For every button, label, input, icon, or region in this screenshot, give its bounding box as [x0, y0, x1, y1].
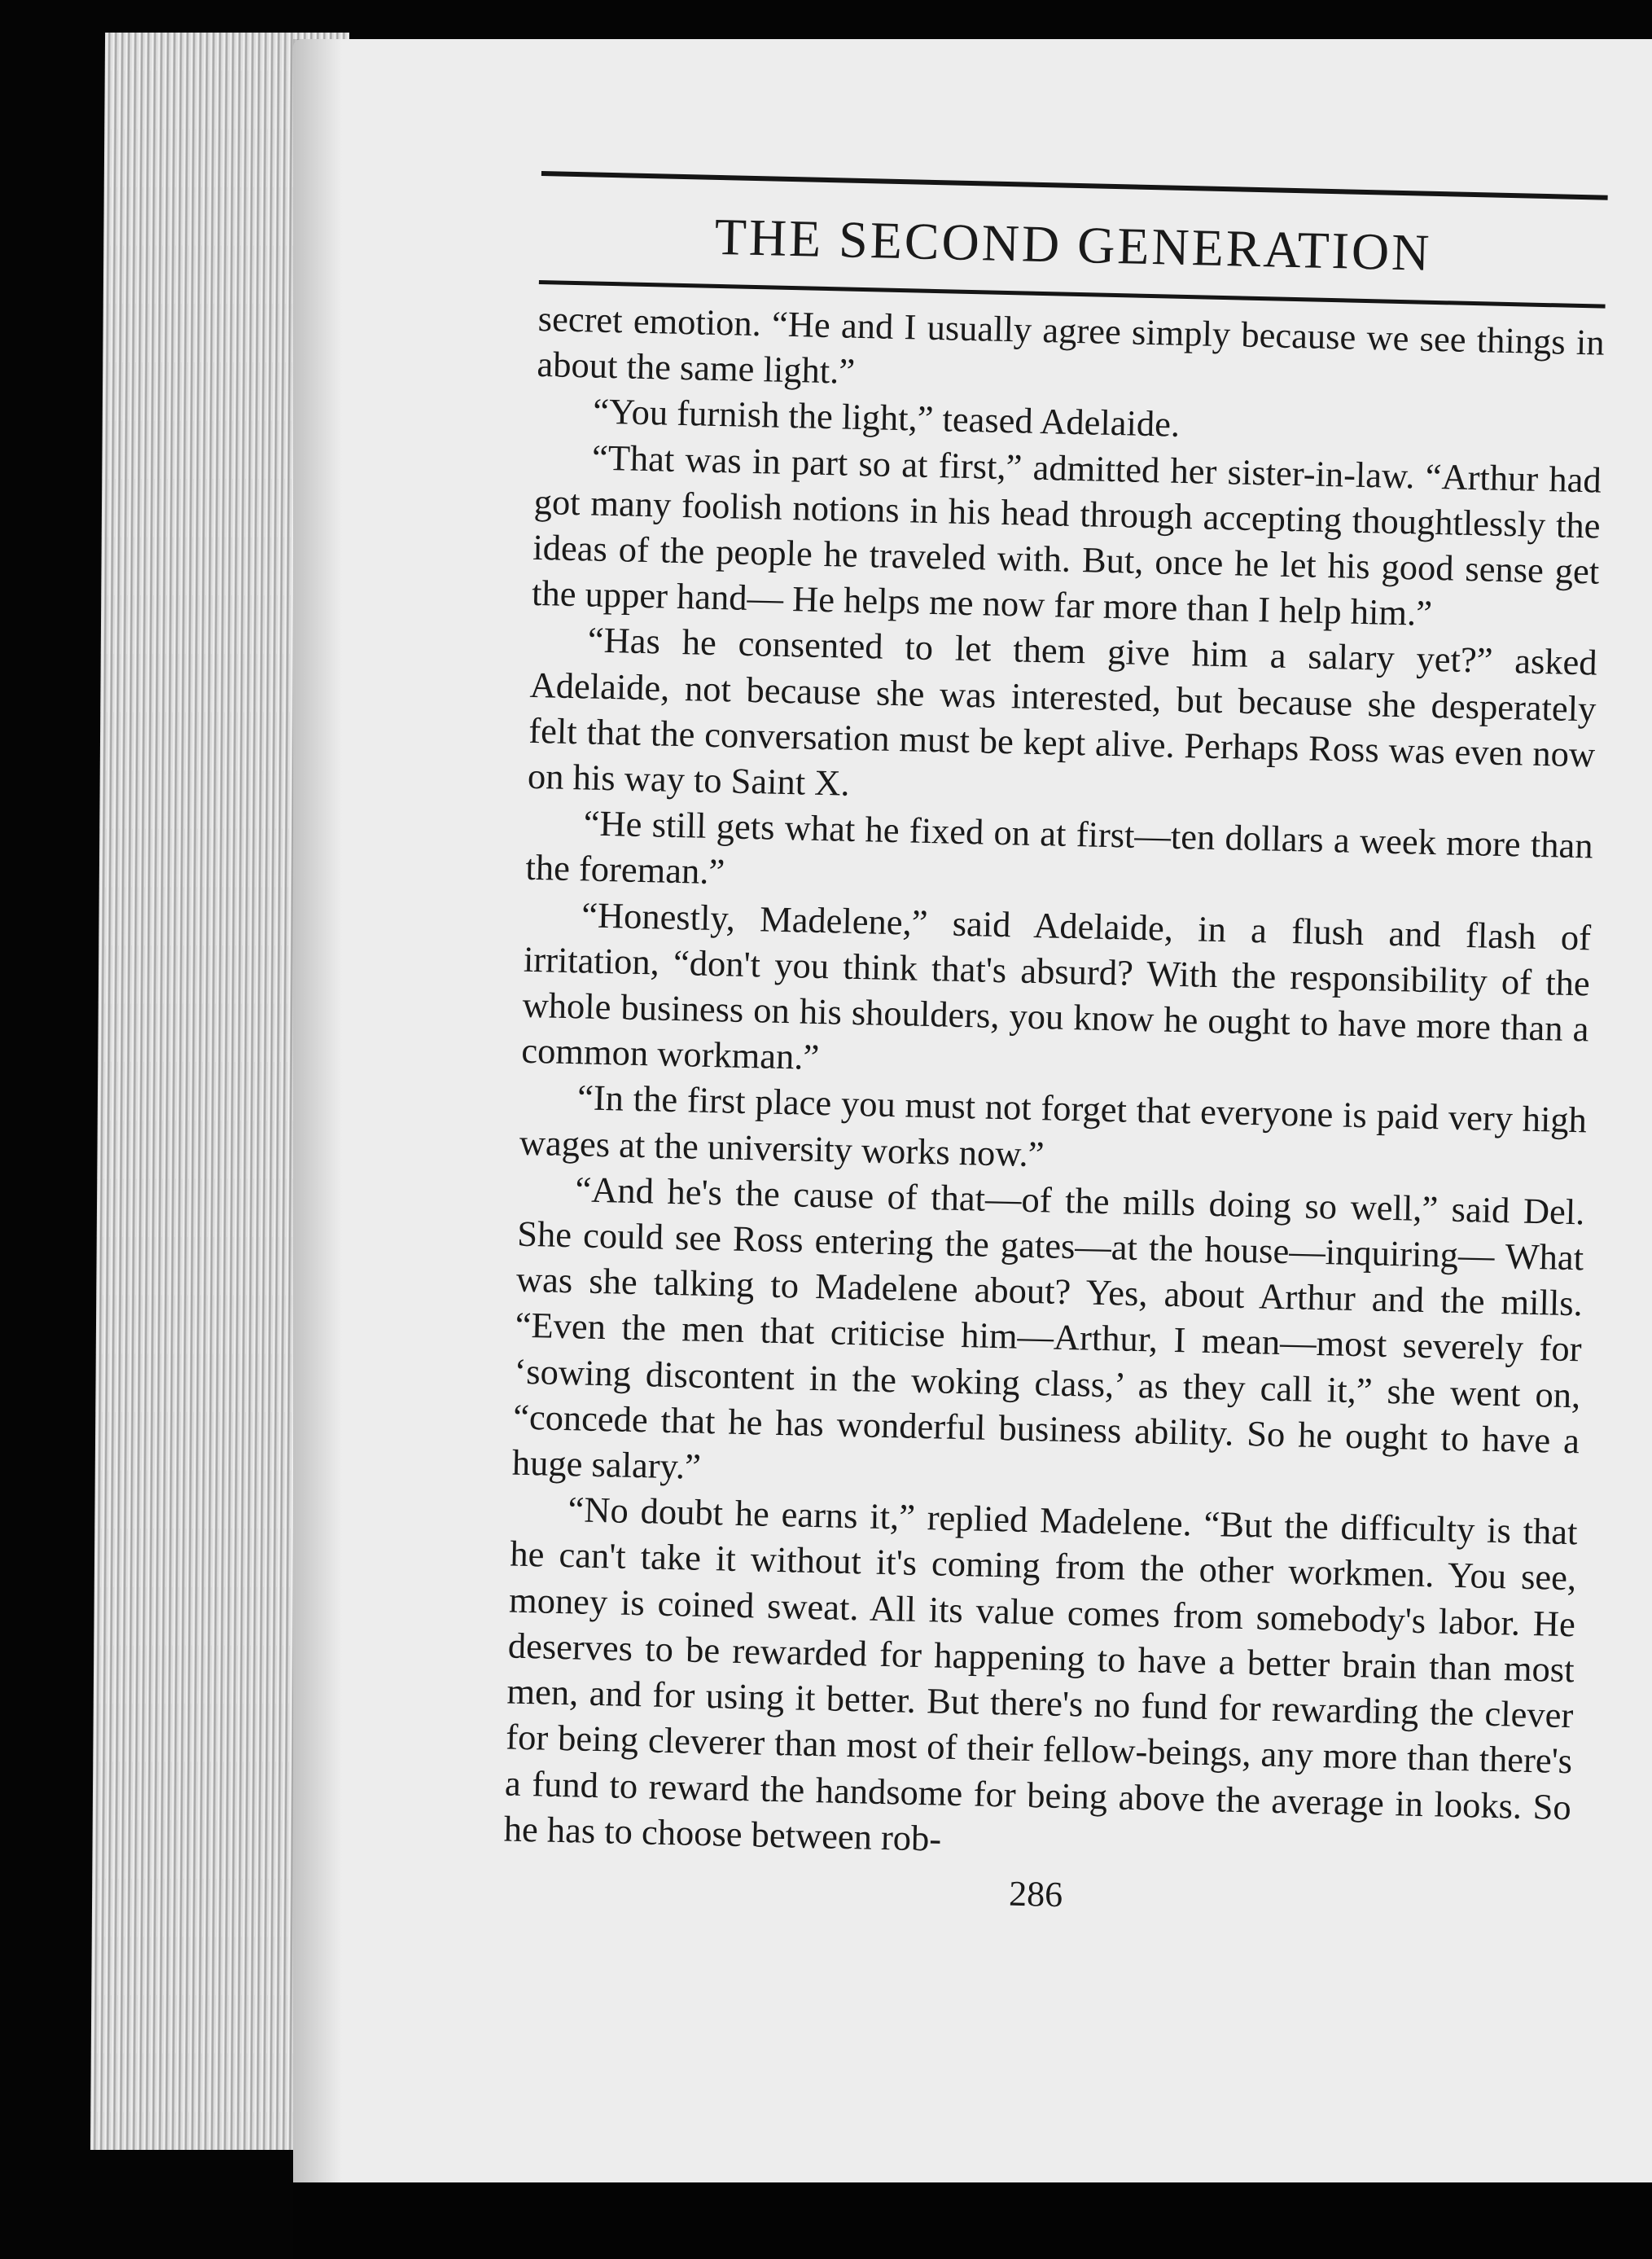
page-number: 286 — [1008, 1873, 1063, 1915]
paragraph: “That was in part so at first,” admitted her sister-in-law. “Arthur had got many foolish notions in his head through accepting thoughtlessly the ideas of the people he traveled with. But, once he let his good sense get the upper hand— He helps me now far more than I help him.” — [531, 436, 1602, 634]
paragraph: “In the first place you must not forget that everyone is paid very high wages at the university works now.” — [519, 1077, 1588, 1174]
bottom-shadow — [293, 2182, 1652, 2259]
running-head: THE SECOND GENERATION — [714, 207, 1433, 282]
paragraph: “Honestly, Madelene,” said Adelaide, in a flush and flash of irritation, “don't you think that's absurd? With the responsibility of the whole business on his shoulders, you know he ought to have more than a common workman.” — [520, 894, 1592, 1078]
paragraph: “He still gets what he fixed on at first—ten dollars a week more than the foreman.” — [525, 802, 1594, 893]
body-text — [503, 296, 1605, 1875]
paragraph: “Has he consented to let them give him a salary yet?” asked Adelaide, not because she was interested, but because she desperately felt that the conversation must be kept alive. Perhaps Ross was even now on his way to Saint X. — [527, 619, 1598, 804]
binding-shadow — [293, 39, 342, 2189]
paragraph: “No doubt he earns it,” replied Madelene. “But the difficulty is that he can't take it without it's coming from the other workmen. You see, money is coined sweat. All its value comes from somebody's labor. He deserves to be rewarded for happening to have a better brain than most men, and for using it better. But there's no fund for rewarding the clever for being cleverer than most of their fellow-beings, any more than there's a fund to reward the handsome for being above the average in looks. So he has to choose between rob- — [503, 1489, 1578, 1859]
paragraph: secret emotion. “He and I usually agree simply because we see things in about the same light.” — [537, 297, 1606, 392]
paragraph: “And he's the cause of that—of the mills doing so well,” said Del. She could see Ross entering the gates—at the house—inquiring— What was she talking to Madelene about? Yes, about Arthur and the mills. “Even the men that criticise him—Arthur, I mean—most severely for ‘sowing discontent in the woking class,’ as they call it,” she went on, “concede that he has wonderful business ability. So he ought to have a huge salary.” — [511, 1169, 1585, 1487]
paragraph: “You furnish the light,” teased Adelaide. — [592, 390, 1181, 445]
page-content — [502, 171, 1608, 1927]
